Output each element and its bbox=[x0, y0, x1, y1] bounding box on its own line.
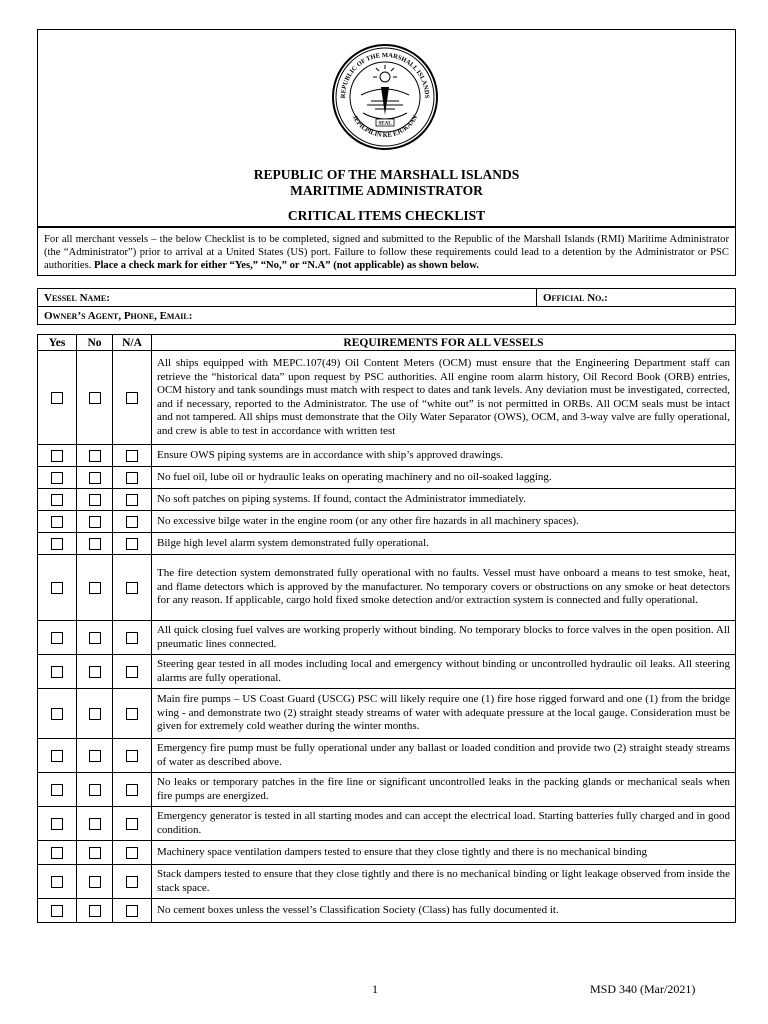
checklist-row bbox=[38, 865, 736, 899]
cell-no bbox=[77, 467, 113, 489]
checklist-table bbox=[37, 334, 736, 923]
page-number: 1 bbox=[372, 982, 378, 996]
cell-yes bbox=[38, 351, 77, 445]
cell-yes bbox=[38, 807, 77, 841]
checklist-row bbox=[38, 489, 736, 511]
checkbox-yes[interactable] bbox=[51, 876, 63, 888]
checkbox-yes[interactable] bbox=[51, 666, 63, 678]
checkbox-no[interactable] bbox=[89, 538, 101, 550]
checkbox-na[interactable] bbox=[126, 708, 138, 720]
cell-no bbox=[77, 533, 113, 555]
vessel-name-field[interactable] bbox=[38, 289, 537, 307]
requirement-text: The fire detection system demonstrated fully operational with no faults. Vessel must have onboard a means to test smoke, heat, and flame detectors which is approved by the manufacturer. No temporary covers or obstructions on any smoke or heat detectors for any reason. If applicable, cargo hold fixed smoke detection and/or extraction system is connected and fully operational. bbox=[157, 567, 730, 607]
requirement-cell bbox=[152, 689, 736, 739]
requirement-cell bbox=[152, 807, 736, 841]
checklist-row bbox=[38, 689, 736, 739]
intro-instruction: Place a check mark for either “Yes,” “No,” or “N.A” (not applicable) as shown below. bbox=[94, 260, 479, 271]
cell-yes bbox=[38, 533, 77, 555]
requirement-cell bbox=[152, 773, 736, 807]
checkbox-yes[interactable] bbox=[51, 516, 63, 528]
seal-of-marshall-islands bbox=[331, 43, 439, 151]
requirement-cell bbox=[152, 621, 736, 655]
cell-na bbox=[113, 689, 152, 739]
cell-na bbox=[113, 841, 152, 865]
requirement-text: Steering gear tested in all modes including local and emergency without binding or uncontrolled hydraulic oil leaks. All steering alarms are fully operational. bbox=[157, 658, 730, 684]
checkbox-no[interactable] bbox=[89, 876, 101, 888]
cell-na bbox=[113, 621, 152, 655]
checkbox-no[interactable] bbox=[89, 847, 101, 859]
cell-na bbox=[113, 351, 152, 445]
checkbox-no[interactable] bbox=[89, 750, 101, 762]
checkbox-no[interactable] bbox=[89, 632, 101, 644]
cell-na bbox=[113, 467, 152, 489]
checkbox-na[interactable] bbox=[126, 666, 138, 678]
checkbox-na[interactable] bbox=[126, 632, 138, 644]
cell-no bbox=[77, 899, 113, 923]
col-header-no: No bbox=[77, 335, 113, 351]
svg-text:JEPILPILIN KE EJUKAAN: JEPILPILIN KE EJUKAAN bbox=[350, 114, 420, 140]
requirement-text: All quick closing fuel valves are working properly without binding. No temporary blocks to force valves in the open position. All pneumatic lines connected. bbox=[157, 624, 730, 650]
vessel-info-table bbox=[37, 288, 736, 325]
cell-no bbox=[77, 351, 113, 445]
requirement-cell bbox=[152, 899, 736, 923]
checkbox-na[interactable] bbox=[126, 538, 138, 550]
official-no-field[interactable] bbox=[537, 289, 736, 307]
title-line-1: REPUBLIC OF THE MARSHALL ISLANDS bbox=[253, 167, 520, 182]
checkbox-yes[interactable] bbox=[51, 494, 63, 506]
intro-text: For all merchant vessels – the below Checklist is to be completed, signed and submitted to the Republic of the Marshall Islands (RMI) Maritime Administrator (the “Administrator”) prior to arrival at a United States (US) port. Failure to follow these requirements could lead to a detention by the Administrator or PSC authorities. bbox=[44, 234, 729, 271]
checkbox-yes[interactable] bbox=[51, 632, 63, 644]
requirement-text: Bilge high level alarm system demonstrated fully operational. bbox=[157, 536, 429, 549]
checklist-row bbox=[38, 621, 736, 655]
cell-no bbox=[77, 655, 113, 689]
checkbox-na[interactable] bbox=[126, 582, 138, 594]
checkbox-no[interactable] bbox=[89, 784, 101, 796]
checklist-row bbox=[38, 899, 736, 923]
checkbox-na[interactable] bbox=[126, 392, 138, 404]
requirement-text: Ensure OWS piping systems are in accordance with ship’s approved drawings. bbox=[157, 448, 504, 461]
cell-yes bbox=[38, 655, 77, 689]
requirement-cell bbox=[152, 555, 736, 621]
cell-no bbox=[77, 773, 113, 807]
owner-agent-field[interactable] bbox=[38, 307, 736, 325]
requirement-cell bbox=[152, 655, 736, 689]
requirement-cell bbox=[152, 467, 736, 489]
requirement-cell bbox=[152, 841, 736, 865]
cell-yes bbox=[38, 445, 77, 467]
checklist-row bbox=[38, 351, 736, 445]
requirement-cell bbox=[152, 445, 736, 467]
document-title: CRITICAL ITEMS CHECKLIST bbox=[287, 208, 486, 223]
checkbox-na[interactable] bbox=[126, 847, 138, 859]
checkbox-yes[interactable] bbox=[51, 538, 63, 550]
cell-no bbox=[77, 807, 113, 841]
checkbox-na[interactable] bbox=[126, 905, 138, 917]
checkbox-no[interactable] bbox=[89, 494, 101, 506]
checklist-row bbox=[38, 655, 736, 689]
checkbox-no[interactable] bbox=[89, 472, 101, 484]
cell-na bbox=[113, 899, 152, 923]
title-line-2: MARITIME ADMINISTRATOR bbox=[290, 183, 483, 198]
cell-na bbox=[113, 655, 152, 689]
cell-yes bbox=[38, 689, 77, 739]
requirement-text: Stack dampers tested to ensure that they close tightly and there is no mechanical binding or light leakage observed from inside the stack space. bbox=[157, 868, 730, 894]
requirement-cell bbox=[152, 511, 736, 533]
cell-yes bbox=[38, 739, 77, 773]
vessel-name-label: Vessel Name: bbox=[44, 291, 110, 304]
cell-no bbox=[77, 689, 113, 739]
cell-yes bbox=[38, 511, 77, 533]
checklist-row bbox=[38, 445, 736, 467]
checkbox-na[interactable] bbox=[126, 516, 138, 528]
checkbox-yes[interactable] bbox=[51, 784, 63, 796]
requirement-text: No leaks or temporary patches in the fire line or significant uncontrolled leaks in the packing glands or mechanical seals when fire pumps are energized. bbox=[157, 776, 730, 802]
cell-no bbox=[77, 445, 113, 467]
checkbox-yes[interactable] bbox=[51, 818, 63, 830]
owner-agent-label: Owner’s Agent, Phone, Email: bbox=[44, 309, 193, 322]
checkbox-no[interactable] bbox=[89, 905, 101, 917]
checkbox-no[interactable] bbox=[89, 708, 101, 720]
col-header-yes: Yes bbox=[38, 335, 77, 351]
checklist-row bbox=[38, 841, 736, 865]
checkbox-no[interactable] bbox=[89, 516, 101, 528]
requirement-cell bbox=[152, 739, 736, 773]
checklist-row bbox=[38, 511, 736, 533]
cell-yes bbox=[38, 899, 77, 923]
requirement-text: Main fire pumps – US Coast Guard (USCG) PSC will likely require one (1) fire hose rigged forward and one (1) from the bridge wing - and demonstrate two (2) straight steady streams of water with adequate pressure at the local gauge. Consideration must be given for extremely cold weather during the winter months. bbox=[157, 693, 730, 733]
checkbox-yes[interactable] bbox=[51, 582, 63, 594]
col-header-requirements: REQUIREMENTS FOR ALL VESSELS bbox=[152, 335, 736, 351]
cell-na bbox=[113, 511, 152, 533]
cell-no bbox=[77, 511, 113, 533]
requirement-text: Emergency generator is tested in all starting modes and can accept the electrical load. Starting batteries fully charged and in good condition. bbox=[157, 810, 730, 836]
checkbox-no[interactable] bbox=[89, 392, 101, 404]
cell-na bbox=[113, 555, 152, 621]
cell-na bbox=[113, 773, 152, 807]
checklist-row bbox=[38, 555, 736, 621]
requirement-text: No fuel oil, lube oil or hydraulic leaks on operating machinery and no oil-soaked lagging. bbox=[157, 470, 552, 483]
checkbox-na[interactable] bbox=[126, 472, 138, 484]
checkbox-na[interactable] bbox=[126, 450, 138, 462]
requirement-cell bbox=[152, 865, 736, 899]
col-header-na: N/A bbox=[113, 335, 152, 351]
checklist-row bbox=[38, 467, 736, 489]
cell-yes bbox=[38, 489, 77, 511]
checkbox-na[interactable] bbox=[126, 750, 138, 762]
checkbox-yes[interactable] bbox=[51, 847, 63, 859]
requirement-cell bbox=[152, 489, 736, 511]
cell-yes bbox=[38, 621, 77, 655]
checkbox-yes[interactable] bbox=[51, 905, 63, 917]
checkbox-na[interactable] bbox=[126, 876, 138, 888]
checkbox-no[interactable] bbox=[89, 582, 101, 594]
requirement-text: Machinery space ventilation dampers tested to ensure that they close tightly and there is no mechanical binding bbox=[157, 845, 647, 858]
cell-no bbox=[77, 739, 113, 773]
cell-no bbox=[77, 621, 113, 655]
checklist-body bbox=[38, 351, 736, 923]
intro-paragraph bbox=[37, 227, 736, 276]
checklist-row bbox=[38, 739, 736, 773]
requirement-text: No cement boxes unless the vessel’s Classification Society (Class) has fully documented it. bbox=[157, 903, 559, 916]
checkbox-yes[interactable] bbox=[51, 708, 63, 720]
form-id: MSD 340 (Mar/2021) bbox=[590, 982, 696, 996]
requirement-cell bbox=[152, 351, 736, 445]
checkbox-yes[interactable] bbox=[51, 472, 63, 484]
svg-text:REPUBLIC OF THE MARSHALL ISLAN: REPUBLIC OF THE MARSHALL ISLANDS bbox=[339, 51, 431, 99]
cell-yes bbox=[38, 865, 77, 899]
checkbox-yes[interactable] bbox=[51, 392, 63, 404]
cell-na bbox=[113, 807, 152, 841]
cell-no bbox=[77, 841, 113, 865]
cell-no bbox=[77, 865, 113, 899]
checkbox-na[interactable] bbox=[126, 494, 138, 506]
cell-na bbox=[113, 445, 152, 467]
cell-na bbox=[113, 739, 152, 773]
cell-no bbox=[77, 489, 113, 511]
checkbox-yes[interactable] bbox=[51, 750, 63, 762]
cell-yes bbox=[38, 773, 77, 807]
checkbox-no[interactable] bbox=[89, 450, 101, 462]
checkbox-yes[interactable] bbox=[51, 450, 63, 462]
official-no-label: Official No.: bbox=[543, 291, 608, 304]
requirement-cell bbox=[152, 533, 736, 555]
cell-na bbox=[113, 489, 152, 511]
svg-text:SEAL: SEAL bbox=[378, 121, 392, 127]
cell-yes bbox=[38, 841, 77, 865]
checklist-row bbox=[38, 533, 736, 555]
checklist-row bbox=[38, 807, 736, 841]
requirement-text: Emergency fire pump must be fully operational under any ballast or loaded condition and provide two (2) straight steady streams of water as described above. bbox=[157, 742, 730, 768]
requirement-text: No excessive bilge water in the engine room (or any other fire hazards in all machinery spaces). bbox=[157, 514, 579, 527]
checklist-row bbox=[38, 773, 736, 807]
cell-na bbox=[113, 865, 152, 899]
requirement-text: No soft patches on piping systems. If found, contact the Administrator immediately. bbox=[157, 492, 526, 505]
cell-yes bbox=[38, 555, 77, 621]
checkbox-na[interactable] bbox=[126, 818, 138, 830]
cell-na bbox=[113, 533, 152, 555]
checkbox-na[interactable] bbox=[126, 784, 138, 796]
checkbox-no[interactable] bbox=[89, 818, 101, 830]
checkbox-no[interactable] bbox=[89, 666, 101, 678]
requirement-text: All ships equipped with MEPC.107(49) Oil Content Meters (OCM) must ensure that the Engineering Department staff can retrieve the “historical data” upon request by PSC authorities. All engine room alarm history, Oil Record Book (ORB) entries, OCM history and tank soundings must match with respect to dates and tank levels. Any deviation must be investigated, corrected, and if necessary, reported to the Administrator. The use of “white out” is not permitted in ORBs. All OCM seals must be intact and not tampered. All ships must demonstrate that the Oily Water Separator (OWS), OCM, and 3-way valve are fully operational, and crew is able to test in accordance with written test bbox=[157, 357, 730, 437]
cell-yes bbox=[38, 467, 77, 489]
cell-no bbox=[77, 555, 113, 621]
